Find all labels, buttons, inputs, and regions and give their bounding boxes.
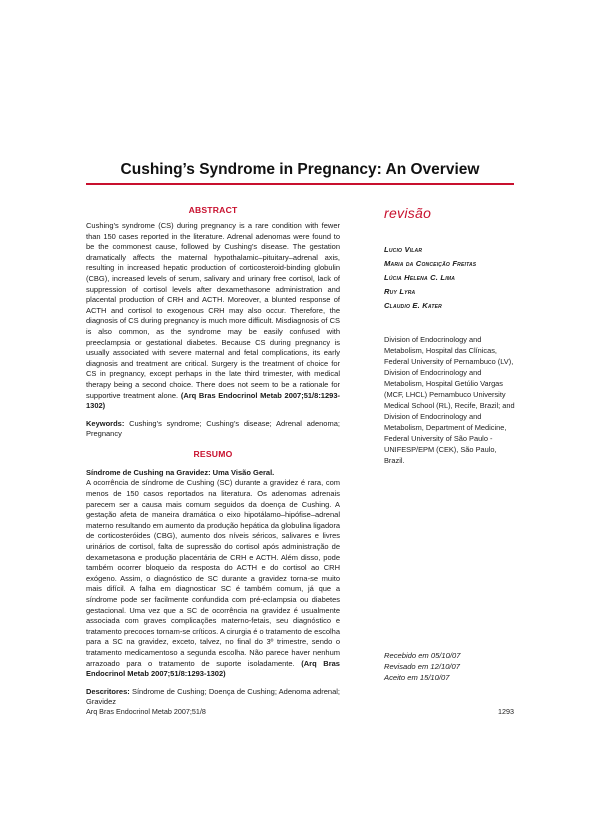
resumo-title: Síndrome de Cushing na Gravidez: Uma Visão Geral. <box>86 467 275 477</box>
author: Claudio E. Kater <box>384 301 442 310</box>
footer-journal: Arq Bras Endocrinol Metab 2007;51/8 <box>86 707 206 716</box>
submission-dates <box>384 650 534 683</box>
resumo-body: A ocorrência de síndrome de Cushing (SC) durante a gravidez é rara, com menos de 150 casos reportados na literatura. Os adenomas adrenais parecem ser a causa mais comum seguidos da doença de Cushing. A gestação afeta de maneira dramática o eixo hipotálamo–hipófise–adrenal materno resultando em aumento da produção hepática da globulina ligadora de corticosteróides (CBG), aumento dos níveis séricos, salivares e livres urinários de cortisol, falta de supressão do cortisol após administração de dexametasona e produção placentária de CRH e ACTH. Além disso, pode também ocorrer bloqueio da resposta do ACTH e do cortisol ao CRH exógeno. Assim, o diagnóstico de SC durante a gravidez torna-se muito mais difícil. A falha em diagnosticar SC é também comum, já que a síndrome pode ser facilmente confundida com pré-eclampsia ou diabetes gestacional. Uma vez que a SC de ocorrência na gravidez é usualmente associada com graves complicações materno-fetais, seu diagnóstico e tratamento precoces tornam-se críticos. A cirurgia é o tratamento de escolha para a SC na gravidez, exceto, talvez, no final do 3º trimestre, sendo o tratamento medicamentoso a segunda escolha. Não parece haver nenhum arrazoado para o tratamento de suporte isoladamente. <box>86 478 340 668</box>
keywords-value: Cushing’s syndrome; Cushing’s disease; Adrenal adenoma; Pregnancy <box>86 418 340 439</box>
descritores-value: Síndrome de Cushing; Doença de Cushing; Adenoma adrenal; Gravidez <box>86 686 340 707</box>
main-column <box>86 205 340 708</box>
resumo-text <box>86 478 340 679</box>
author-list <box>384 243 534 313</box>
section-label: revisão <box>384 205 432 221</box>
keywords-label: Keywords: <box>86 418 125 428</box>
page-number: 1293 <box>498 707 514 716</box>
abstract-text <box>86 221 340 412</box>
author: Lúcia Helena C. Lima <box>384 273 456 282</box>
abstract-heading: ABSTRACT <box>188 205 238 215</box>
resumo-heading: RESUMO <box>193 448 233 459</box>
affiliation: Division of Endocrinology and Metabolism, Hospital das Clínicas, Federal University of Pernambuco (LV), Division of Endocrinology and Metabolism, Hospital Getúlio Vargas (MCF, LHCL) Pernambuco University Medical School (RL), Recife, Brazil; and Division of Endocrinology and Metabolism, Department of Medicine, Federal University of São Paulo - UNIFESP/EPM (CEK), São Paulo, Brazil. <box>384 335 515 465</box>
abstract-body: Cushing’s syndrome (CS) during pregnancy is a rare condition with fewer than 150 cases reported in the literature. Adrenal adenomas were found to be the commonest cause, followed by Cushing’s disease. The gestation dramatically affects the maternal hypothalamic–pituitary–adrenal axis, resulting in increased hepatic production of corticosteroid-binding globulin (CBG), increased levels of serum, salivary and urinary free cortisol, lack of suppression of cortisol levels after dexamethasone administration and placental production of CRH and ACTH. Moreover, a blunted response of ACTH and cortisol to exogenous CRH may also occur. Therefore, the diagnosis of CS during pregnancy is much more difficult. Misdiagnosis of CS is also common, as the syndrome may be easily confused with preeclampsia or gestational diabetes. Because CS during pregnancy is usually associated with severe maternal and fetal complications, its early diagnosis and treatment are critical. Surgery is the treatment of choice for CS in pregnancy, except perhaps in the late third trimester, with medical therapy being a second choice. There does not seem to be a rationale for supportive treatment alone. <box>86 221 340 400</box>
resumo-citation: (Arq Bras Endocrinol Metab 2007;51/8:1293-1302) <box>86 658 340 679</box>
keywords <box>86 419 340 440</box>
article-title: Cushing’s Syndrome in Pregnancy: An Overview <box>120 161 480 178</box>
author: Lucio Vilar <box>384 245 423 254</box>
author: Ruy Lyra <box>384 287 416 296</box>
accepted-date: Aceito em 15/10/07 <box>384 673 450 682</box>
descritores <box>86 687 340 708</box>
revised-date: Revisado em 12/10/07 <box>384 662 460 671</box>
author: Maria da Conceição Freitas <box>384 259 477 268</box>
descritores-label: Descritores: <box>86 686 130 696</box>
title-divider <box>86 183 514 185</box>
abstract-citation: (Arq Bras Endocrinol Metab 2007;51/8:1293-1302) <box>86 390 340 411</box>
received-date: Recebido em 05/10/07 <box>384 651 461 660</box>
